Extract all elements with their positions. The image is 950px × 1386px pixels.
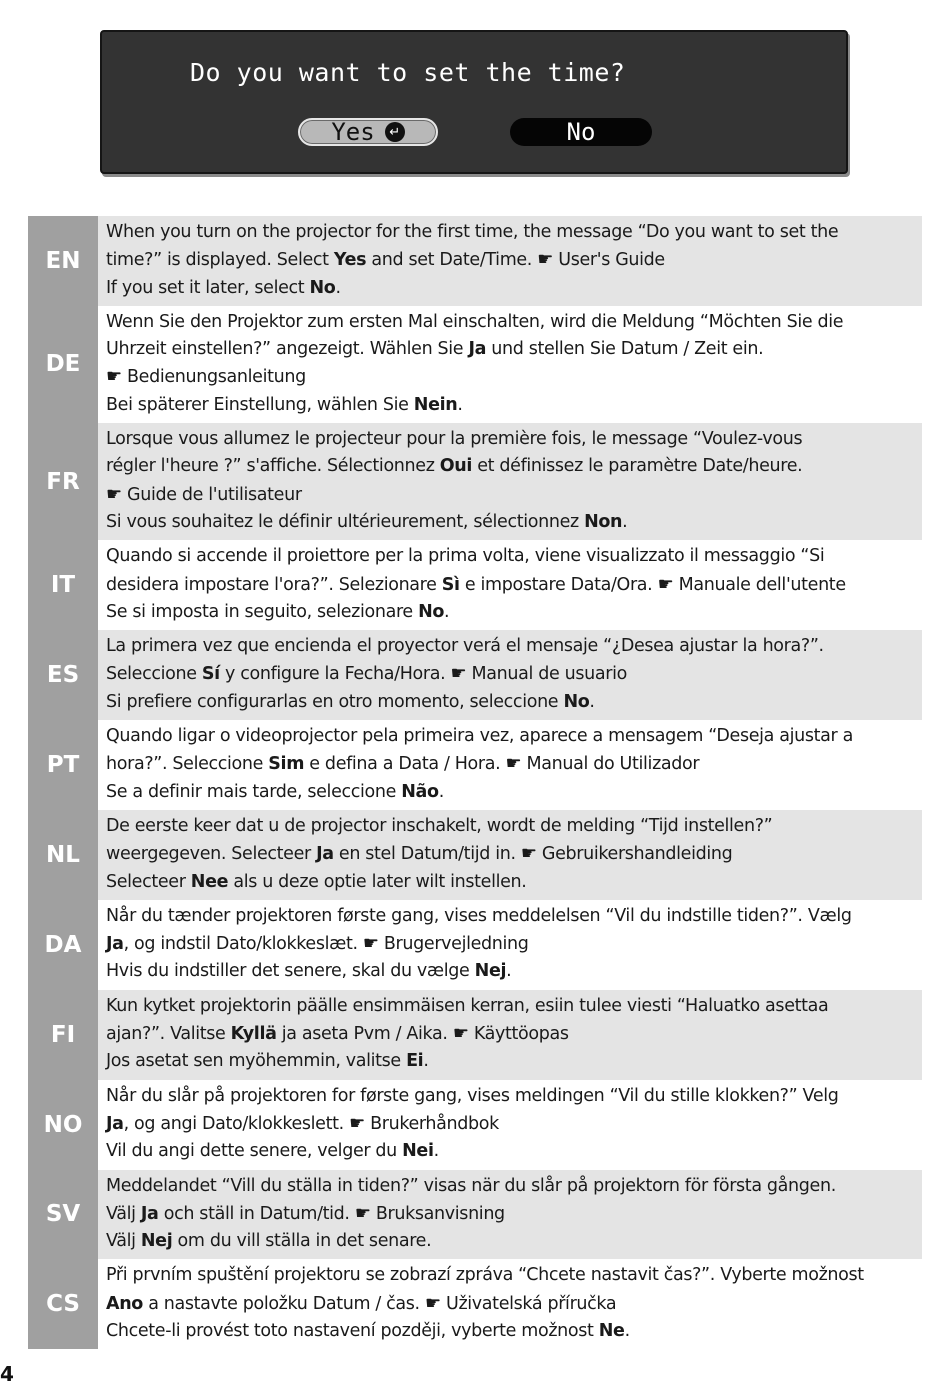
language-code: FR — [28, 423, 98, 540]
language-code: DE — [28, 306, 98, 423]
bold-term: Nein — [413, 394, 458, 415]
page-number: 4 — [0, 1362, 14, 1386]
bold-term: Oui — [439, 456, 473, 477]
language-text — [98, 306, 922, 423]
enter-key-icon: ↵ — [385, 122, 405, 142]
text-line: Ja, og indstil Dato/klokkeslæt. ☛ Brugervejledning — [106, 933, 529, 955]
text-line: Ano a nastavte položku Datum / čas. ☛ Uživatelská příručka — [106, 1292, 617, 1314]
language-row-fr — [28, 423, 922, 540]
bold-term: Sim — [268, 754, 305, 775]
pointing-hand-icon: ☛ — [520, 843, 537, 865]
text-line: Se si imposta in seguito, selezionare No. — [106, 601, 450, 622]
bold-term: Ja — [316, 844, 334, 865]
bold-term: Sí — [201, 664, 220, 685]
yes-label: Yes — [331, 118, 375, 146]
text-line: ajan?”. Valitse Kyllä ja aseta Pvm / Aika. ☛ Käyttöopas — [106, 1023, 569, 1045]
text-line: Når du slår på projektoren for første gang, vises meldingen “Vil du stille klokken?” Velg — [106, 1085, 839, 1106]
language-text — [98, 990, 922, 1080]
pointing-hand-icon: ☛ — [537, 249, 554, 271]
text-line: De eerste keer dat u de projector inschakelt, wordt de melding “Tijd instellen?” — [106, 815, 773, 836]
bold-term: Ano — [106, 1293, 143, 1314]
language-code: PT — [28, 720, 98, 810]
language-row-de — [28, 306, 922, 423]
language-text — [98, 1259, 922, 1349]
language-row-nl — [28, 810, 922, 900]
language-row-it — [28, 540, 922, 630]
bold-term: No — [563, 691, 590, 712]
text-line: Hvis du indstiller det senere, skal du vælge Nej. — [106, 961, 512, 982]
bold-term: Nee — [190, 871, 229, 892]
bold-term: Ja — [468, 339, 487, 360]
pointing-hand-icon: ☛ — [106, 366, 122, 388]
pointing-hand-icon: ☛ — [362, 933, 379, 955]
text-line: Ja, og angi Dato/klokkeslett. ☛ Brukerhåndbok — [106, 1112, 499, 1134]
language-text — [98, 810, 922, 900]
language-row-pt — [28, 720, 922, 810]
pointing-hand-icon: ☛ — [450, 663, 467, 685]
bold-term: No — [418, 601, 445, 622]
bold-term: No — [309, 277, 336, 298]
text-line: Vil du angi dette senere, velger du Nei. — [106, 1141, 439, 1162]
text-line: weergegeven. Selecteer Ja en stel Datum/tijd in. ☛ Gebruikershandleiding — [106, 843, 733, 865]
language-text — [98, 900, 922, 990]
language-row-sv — [28, 1170, 922, 1260]
bold-term: Ei — [406, 1051, 424, 1072]
text-line: Quando si accende il proiettore per la prima volta, viene visualizzato il messaggio “Si — [106, 546, 825, 567]
text-line: Uhrzeit einstellen?” angezeigt. Wählen Sie Ja und stellen Sie Datum / Zeit ein. — [106, 339, 764, 360]
pointing-hand-icon: ☛ — [354, 1202, 371, 1224]
bold-term: Kyllä — [230, 1024, 277, 1045]
text-line: Välj Nej om du vill ställa in det senare. — [106, 1231, 432, 1252]
no-button[interactable] — [510, 118, 652, 146]
language-text — [98, 630, 922, 720]
text-line: Lorsque vous allumez le projecteur pour la première fois, le message “Voulez-vous — [106, 429, 803, 450]
bold-term: Ne — [598, 1320, 625, 1341]
text-line: La primera vez que encienda el proyector verá el mensaje “¿Desea ajustar la hora?”. — [106, 636, 824, 657]
pointing-hand-icon: ☛ — [349, 1112, 365, 1134]
language-code: EN — [28, 216, 98, 306]
bold-term: Nej — [140, 1231, 173, 1252]
language-code: ES — [28, 630, 98, 720]
language-code: SV — [28, 1170, 98, 1260]
text-line: Meddelandet “Vill du ställa in tiden?” visas när du slår på projektorn för första gången. — [106, 1175, 836, 1196]
no-label: No — [566, 118, 596, 146]
yes-button[interactable] — [298, 118, 438, 146]
bold-term: Yes — [333, 250, 367, 271]
text-line: ☛ Bedienungsanleitung — [106, 366, 306, 388]
text-line: Selecteer Nee als u deze optie later wilt instellen. — [106, 871, 527, 892]
language-text — [98, 1080, 922, 1170]
language-row-da — [28, 900, 922, 990]
text-line: Wenn Sie den Projektor zum ersten Mal einschalten, wird die Meldung “Möchten Sie die — [106, 311, 844, 332]
language-row-en — [28, 216, 922, 306]
text-line: Kun kytket projektorin päälle ensimmäisen kerran, esiin tulee viesti “Haluatko asettaa — [106, 995, 829, 1016]
language-row-fi — [28, 990, 922, 1080]
text-line: Se a definir mais tarde, seleccione Não. — [106, 781, 444, 802]
text-line: hora?”. Seleccione Sim e defina a Data / Hora. ☛ Manual do Utilizador — [106, 753, 700, 775]
language-code: NO — [28, 1080, 98, 1170]
text-line: régler l'heure ?” s'affiche. Sélectionnez Oui et définissez le paramètre Date/heure. — [106, 456, 803, 477]
text-line: Při prvním spuštění projektoru se zobrazí zpráva “Chcete nastavit čas?”. Vyberte možnost — [106, 1265, 864, 1286]
text-line: When you turn on the projector for the first time, the message “Do you want to set the — [106, 222, 839, 242]
language-text — [98, 540, 922, 630]
text-line: time?” is displayed. Select Yes and set Date/Time. ☛ User's Guide — [106, 249, 665, 271]
text-line: Si vous souhaitez le définir ultérieurement, sélectionnez Non. — [106, 511, 628, 532]
bold-term: Nej — [474, 961, 507, 982]
bold-term: Nei — [402, 1141, 434, 1162]
text-line: Quando ligar o videoprojector pela primeira vez, aparece a mensagem “Deseja ajustar a — [106, 726, 853, 747]
language-code: IT — [28, 540, 98, 630]
text-line: Når du tænder projektoren første gang, vises meddelelsen “Vil du indstille tiden?”. Vælg — [106, 905, 852, 926]
language-instructions-table — [28, 216, 922, 1349]
language-code: NL — [28, 810, 98, 900]
language-code: CS — [28, 1259, 98, 1349]
bold-term: Non — [584, 511, 623, 532]
text-line: Bei späterer Einstellung, wählen Sie Nein. — [106, 394, 463, 415]
language-text — [98, 423, 922, 540]
pointing-hand-icon: ☛ — [657, 573, 674, 595]
pointing-hand-icon: ☛ — [452, 1023, 469, 1045]
language-code: DA — [28, 900, 98, 990]
language-text — [98, 216, 922, 306]
language-text — [98, 720, 922, 810]
bold-term: Sì — [441, 574, 460, 595]
language-row-no — [28, 1080, 922, 1170]
bold-term: Ja — [106, 1113, 124, 1134]
text-line: ☛ Guide de l'utilisateur — [106, 483, 302, 505]
text-line: Jos asetat sen myöhemmin, valitse Ei. — [106, 1051, 429, 1072]
text-line: Seleccione Sí y configure la Fecha/Hora. ☛ Manual de usuario — [106, 663, 627, 685]
text-line: Chcete-li provést toto nastavení později, vyberte možnost Ne. — [106, 1320, 630, 1341]
pointing-hand-icon: ☛ — [505, 753, 522, 775]
language-row-cs — [28, 1259, 922, 1349]
text-line: Si prefiere configurarlas en otro momento, seleccione No. — [106, 691, 595, 712]
set-time-dialog — [100, 30, 848, 174]
dialog-question: Do you want to set the time? — [190, 58, 626, 87]
pointing-hand-icon: ☛ — [106, 483, 122, 505]
text-line: Välj Ja och ställ in Datum/tid. ☛ Bruksanvisning — [106, 1202, 505, 1224]
language-code: FI — [28, 990, 98, 1080]
bold-term: Ja — [140, 1203, 159, 1224]
pointing-hand-icon: ☛ — [424, 1292, 441, 1314]
language-text — [98, 1170, 922, 1260]
text-line: desidera impostare l'ora?”. Selezionare Sì e impostare Data/Ora. ☛ Manuale dell'utente — [106, 573, 846, 595]
bold-term: Ja — [106, 934, 124, 955]
text-line: If you set it later, select No. — [106, 277, 341, 298]
language-row-es — [28, 630, 922, 720]
bold-term: Não — [401, 781, 439, 802]
